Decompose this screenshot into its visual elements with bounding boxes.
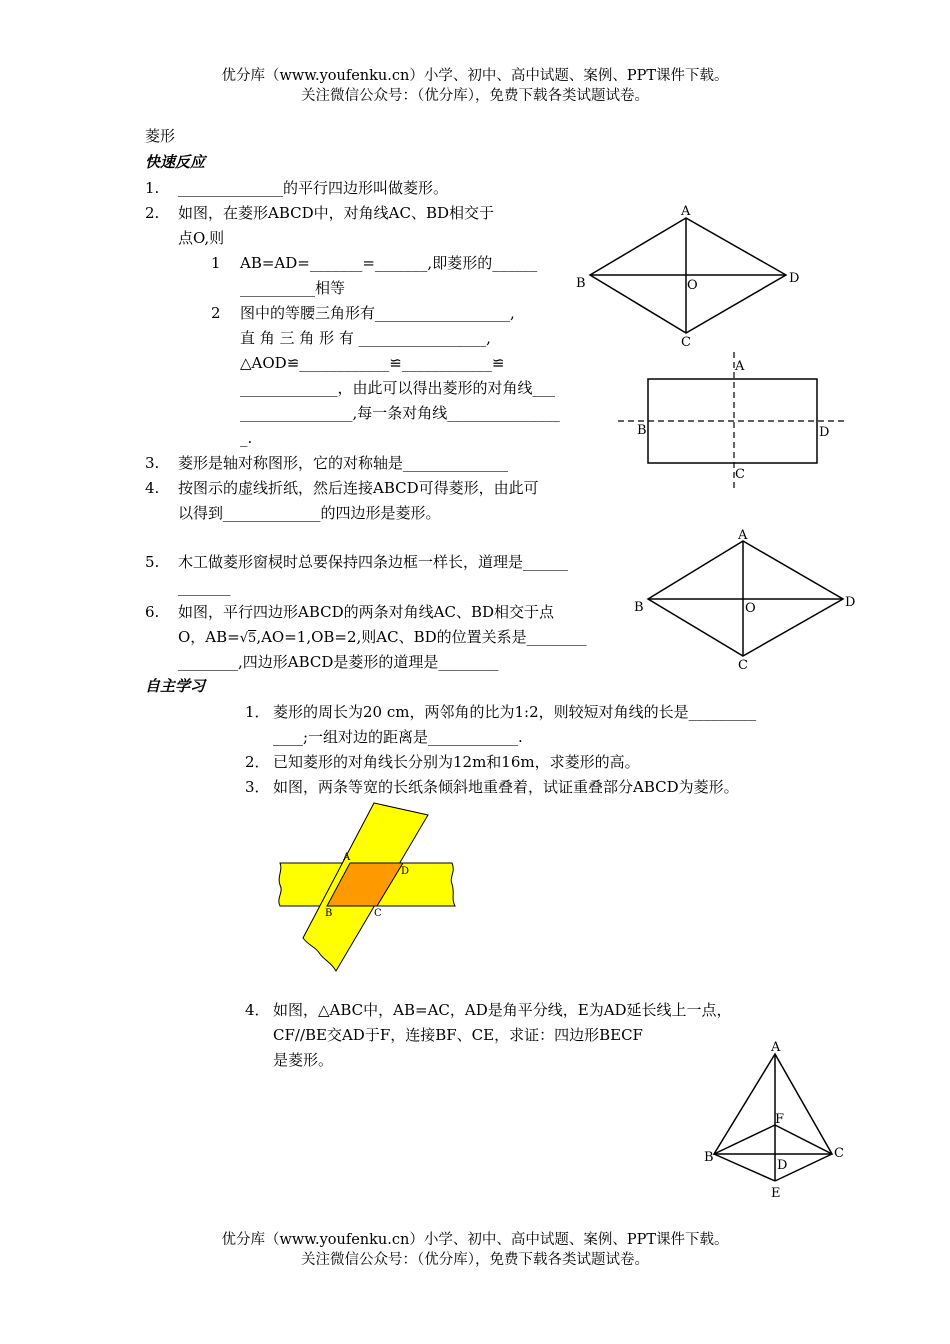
- header-line-2: 关注微信公众号：（优分库），免费下载各类试题试卷。: [301, 88, 649, 104]
- q2-sub2-line-1: 图中的等腰三角形有__________________,: [240, 304, 515, 322]
- section-heading-quick: 快速反应: [145, 153, 206, 171]
- label-d: D: [819, 425, 830, 440]
- label-c: C: [374, 908, 382, 919]
- s1-number: 1．: [245, 703, 270, 721]
- q5-line-2: _______: [178, 578, 231, 596]
- s1-line-1: 菱形的周长为20 cm，两邻角的比为1:2，则较短对角线的长是_________: [273, 703, 757, 721]
- q6-number: 6.: [145, 603, 160, 621]
- figure-2-fold-rectangle: [618, 352, 848, 492]
- label-a: A: [343, 852, 351, 863]
- label-a: A: [771, 1040, 781, 1055]
- label-d: D: [845, 595, 856, 610]
- label-c: C: [834, 1146, 844, 1161]
- label-b: B: [637, 423, 647, 438]
- q3-number: 3.: [145, 454, 160, 472]
- sqrt-radicand: 5: [248, 631, 257, 646]
- q2-sub1-line-2: __________相等: [240, 279, 346, 297]
- label-b: B: [325, 908, 333, 919]
- label-o: O: [687, 278, 698, 293]
- label-c: C: [738, 658, 748, 673]
- s3-text: 如图，两条等宽的长纸条倾斜地重叠着，试证重叠部分ABCD为菱形。: [273, 778, 739, 796]
- q2-sub2-line-6: _.: [240, 429, 253, 447]
- label-b: B: [634, 600, 644, 615]
- s3-number: 3．: [245, 778, 270, 796]
- label-d: D: [401, 866, 410, 877]
- q2-line-1: 如图，在菱形ABCD中，对角线AC、BD相交于: [178, 204, 494, 222]
- label-d: D: [789, 271, 800, 286]
- footer-line-2: 关注微信公众号：（优分库），免费下载各类试题试卷。: [301, 1252, 649, 1268]
- q3-text: 菱形是轴对称图形，它的对称轴是______________: [178, 454, 509, 472]
- footer-line-1: 优分库（www.youfenku.cn）小学、初中、高中试题、案例、PPT课件下载。: [221, 1232, 729, 1248]
- s2-text: 已知菱形的对角线长分别为12m和16m，求菱形的高。: [273, 753, 640, 771]
- figure-4-overlapping-strips: [279, 803, 455, 971]
- q2-sub2-line-5: _______________,每一条对角线_______________: [240, 404, 560, 422]
- q4-line-1: 按图示的虚线折纸，然后连接ABCD可得菱形，由此可: [178, 479, 539, 497]
- q1-body: 的平行四边形叫做菱形。: [283, 179, 449, 197]
- s4-line-3: 是菱形。: [273, 1051, 334, 1069]
- label-f: F: [775, 1112, 785, 1127]
- q4-line-2: 以得到_____________的四边形是菱形。: [178, 504, 441, 522]
- page-title: 菱形: [145, 127, 176, 145]
- q2-line-2: 点O,则: [178, 229, 225, 247]
- q1-blank: ______________: [178, 179, 283, 197]
- q6-line-2a: O，AB=: [178, 628, 240, 646]
- label-a: A: [681, 204, 691, 219]
- label-a: A: [735, 359, 745, 374]
- q2-sub2-line-3: △AOD≌____________≌____________≌: [240, 354, 505, 372]
- q2-sub1-number: 1: [211, 254, 221, 272]
- q6-line-3: ________,四边形ABCD是菱形的道理是________: [178, 653, 499, 671]
- label-c: C: [681, 335, 691, 350]
- label-a: A: [738, 528, 748, 543]
- s2-number: 2．: [245, 753, 270, 771]
- label-c: C: [735, 467, 745, 482]
- label-e: E: [771, 1186, 781, 1201]
- label-b: B: [576, 276, 586, 291]
- q6-line-1: 如图，平行四边形ABCD的两条对角线AC、BD相交于点: [178, 603, 554, 621]
- q5-line-1: 木工做菱形窗棂时总要保持四条边框一样长，道理是______: [178, 553, 569, 571]
- figure-3-rhombus: [634, 528, 855, 673]
- figure-1-rhombus: [576, 204, 799, 350]
- s1-line-2: ____;一组对边的距离是____________.: [273, 728, 523, 746]
- q6-line-2b: ,AO=1,OB=2,则AC、BD的位置关系是________: [256, 628, 587, 646]
- q2-sub1-line-1: AB=AD=_______=_______,即菱形的______: [240, 254, 538, 272]
- q2-sub2-line-2: 直 角 三 角 形 有 _________________,: [240, 329, 491, 347]
- label-o: O: [745, 601, 756, 616]
- q2-number: 2.: [145, 204, 160, 222]
- q5-number: 5.: [145, 553, 160, 571]
- label-d: D: [777, 1158, 788, 1173]
- figure-5-triangle: [704, 1040, 844, 1201]
- s4-line-2: CF//BE交AD于F，连接BF、CE，求证：四边形BECF: [273, 1026, 643, 1044]
- label-b: B: [704, 1150, 714, 1165]
- s4-line-1: 如图，△ABC中，AB=AC，AD是角平分线，E为AD延长线上一点，: [273, 1001, 732, 1019]
- q2-sub2-number: 2: [211, 304, 221, 322]
- section-heading-self-study: 自主学习: [145, 677, 206, 695]
- q2-sub2-line-4: _____________，由此可以得出菱形的对角线___: [240, 379, 556, 397]
- q4-number: 4.: [145, 479, 160, 497]
- segment-be: [714, 1154, 775, 1181]
- q1-number: 1.: [145, 179, 160, 197]
- header-line-1: 优分库（www.youfenku.cn）小学、初中、高中试题、案例、PPT课件下载。: [221, 68, 729, 84]
- triangle-abc: [714, 1054, 832, 1154]
- sqrt-symbol: √: [239, 631, 249, 646]
- s4-number: 4．: [245, 1001, 270, 1019]
